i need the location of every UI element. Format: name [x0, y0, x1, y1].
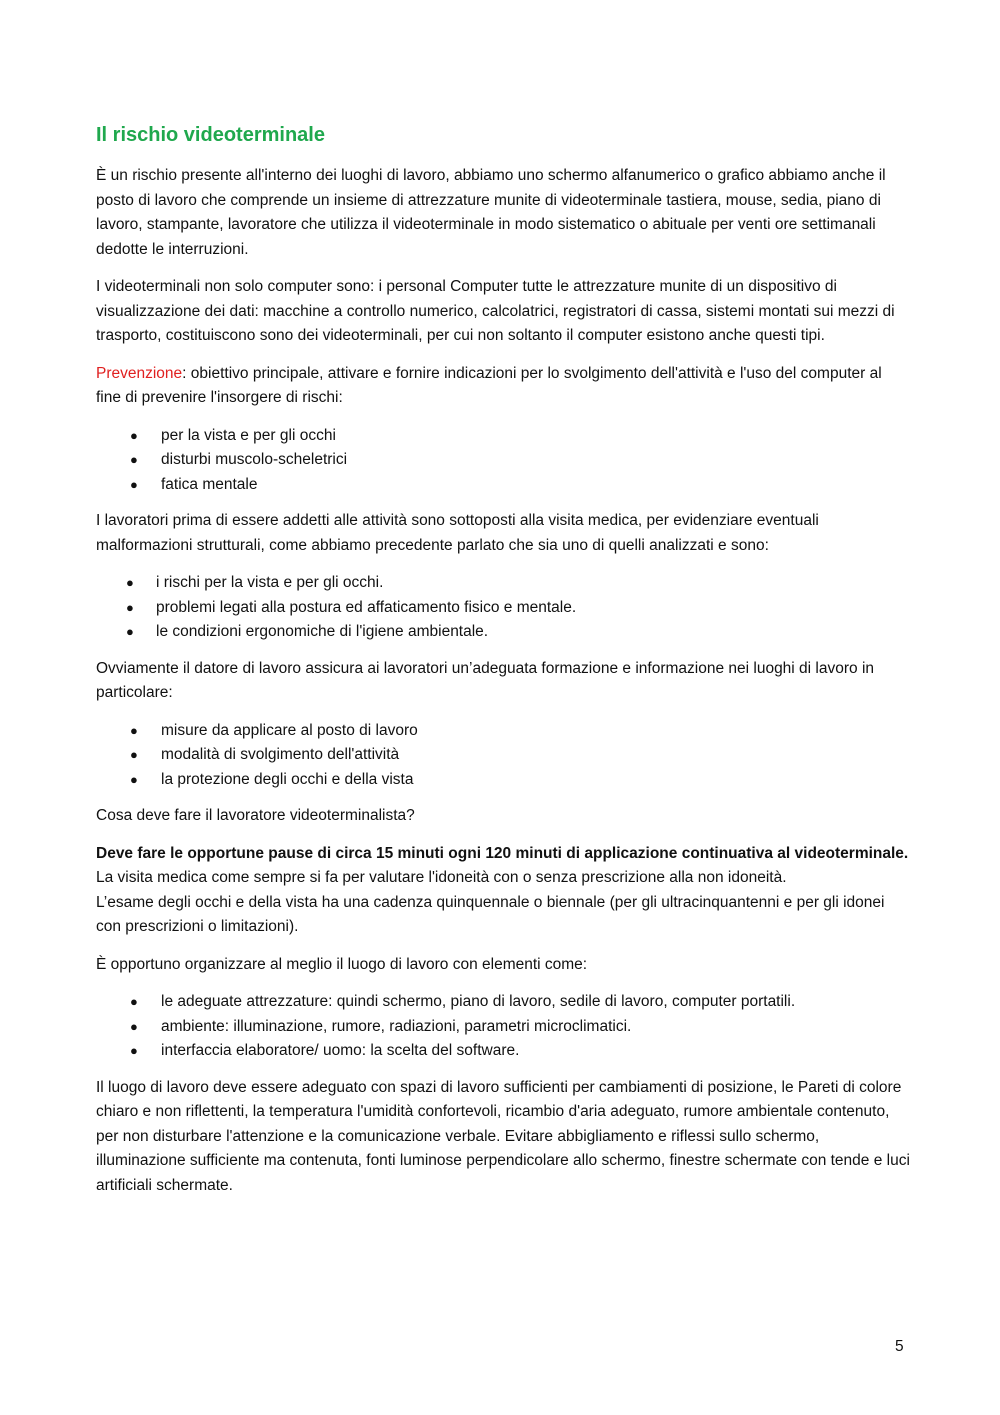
list-item [96, 768, 910, 793]
page-number: 5 [895, 1338, 904, 1355]
list-item [96, 571, 910, 596]
list-item-text: la protezione degli occhi e della vista [161, 770, 414, 788]
list-item [96, 990, 910, 1015]
list-item-text: modalità di svolgimento dell'attività [161, 746, 400, 763]
list-item-text: per la vista e per gli occhi [161, 426, 336, 444]
organizzare-paragraph: È opportuno organizzare al meglio il luogo di lavoro con elementi come: [96, 955, 588, 973]
luogo-paragraph: Il luogo di lavoro deve essere adeguato con spazi di lavoro sufficienti per cambiamenti di posizione, le Pareti di colore chiaro e non riflettenti, la temperatura l'umidità confortevoli, ricambio d'aria adeguato, rumore ambientale contenuto, per non disturbare l'attenzione e la comunicazione verbale. Evitare abbigliamento e riflessi sullo schermo, illuminazione sufficiente ma contenuta, fonti luminose perpendicolare allo schermo, finestre schermate con tende e luci artificiali schermate. [96, 1078, 910, 1194]
list-item [96, 448, 910, 473]
list-item-text: misure da applicare al posto di lavoro [161, 721, 418, 739]
list-item-text: problemi legati alla postura ed affaticamento fisico e mentale. [156, 598, 577, 616]
list-item-text: interfaccia elaboratore/ uomo: la scelta del software. [161, 1042, 520, 1059]
pause-block [96, 842, 910, 940]
bullet-icon: ● [126, 575, 134, 590]
list-item [96, 719, 910, 744]
list-item [96, 1015, 910, 1040]
bullet-icon: ● [130, 1018, 138, 1034]
datore-paragraph: Ovviamente il datore di lavoro assicura ai lavoratori un’adeguata formazione e informazione nei luoghi di lavoro in particolare: [96, 659, 875, 701]
prevenzione-text: : obiettivo principale, attivare e fornire indicazioni per lo svolgimento dell'attività e l'uso del computer al fine di prevenire l'insorgere di rischi: [96, 364, 882, 406]
list-item-text: fatica mentale [161, 475, 258, 493]
list-item [96, 596, 910, 621]
list-item-text: disturbi muscolo-scheletrici [161, 451, 348, 468]
document-page [96, 120, 910, 1211]
page-title: Il rischio videoterminale [96, 124, 325, 146]
bullet-icon: ● [130, 747, 138, 762]
pause-bold-text: Deve fare le opportune pause di circa 15 minuti ogni 120 minuti di applicazione continuativa al videoterminale. [96, 844, 909, 862]
list-item-text: le adeguate attrezzature: quindi schermo, piano di lavoro, sedile di lavoro, computer portatili. [161, 993, 796, 1010]
list-item [96, 424, 910, 449]
lavoratori-paragraph: I lavoratori prima di essere addetti alle attività sono sottoposti alla visita medica, per evidenziare eventuali malformazioni strutturali, come abbiamo precedente parlato che sia uno di quelli analizzati e sono: [96, 512, 819, 554]
bullet-icon: ● [130, 771, 138, 787]
intro-paragraph: È un rischio presente all'interno dei luoghi di lavoro, abbiamo uno schermo alfanumerico o grafico abbiamo anche il posto di lavoro che comprende un insieme di attrezzature munite di videoterminale tastiera, mouse, sedia, piano di lavoro, stampante, lavoratore che utilizza il videoterminale in modo sistematico o abituale per venti ore settimanali dedotte le interruzioni. [96, 167, 886, 258]
videoterminali-paragraph: I videoterminali non solo computer sono: i personal Computer tutte le attrezzature munite di un dispositivo di visualizzazione dei dati: macchine a controllo numerico, calcolatrici, registratori di cassa, sistemi montati sui mezzi di trasporto, costituiscono sono dei videoterminali, per cui non soltanto il computer esistono anche questi tipi. [96, 278, 895, 344]
prevenzione-paragraph [96, 362, 910, 411]
bullet-icon: ● [130, 722, 138, 738]
bullet-icon: ● [126, 624, 134, 639]
visita-list [96, 571, 910, 645]
list-item-text: le condizioni ergonomiche di l'igiene ambientale. [156, 623, 489, 640]
bullet-icon: ● [126, 599, 134, 615]
prevenzione-label: Prevenzione [96, 364, 183, 382]
esame-paragraph: L’esame degli occhi e della vista ha una cadenza quinquennale o biennale (per gli ultracinquantenni e per gli idonei con prescrizioni o limitazioni). [96, 893, 885, 935]
list-item [96, 473, 910, 498]
bullet-icon: ● [130, 1043, 138, 1058]
list-item-text: ambiente: illuminazione, rumore, radiazioni, parametri microclimatici. [161, 1017, 632, 1035]
bullet-icon: ● [130, 427, 138, 443]
list-item-text: i rischi per la vista e per gli occhi. [156, 574, 384, 591]
formazione-list [96, 719, 910, 793]
bullet-icon: ● [130, 452, 138, 467]
bullet-icon: ● [130, 994, 138, 1009]
bullet-icon: ● [130, 476, 138, 492]
list-item [96, 1039, 910, 1064]
rischi-list [96, 424, 910, 498]
visita-paragraph: La visita medica come sempre si fa per valutare l'idoneità con o senza prescrizione alla non idoneità. [96, 869, 787, 886]
question-paragraph: Cosa deve fare il lavoratore videoterminalista? [96, 807, 415, 824]
list-item [96, 620, 910, 645]
list-item [96, 743, 910, 768]
elementi-list [96, 990, 910, 1064]
